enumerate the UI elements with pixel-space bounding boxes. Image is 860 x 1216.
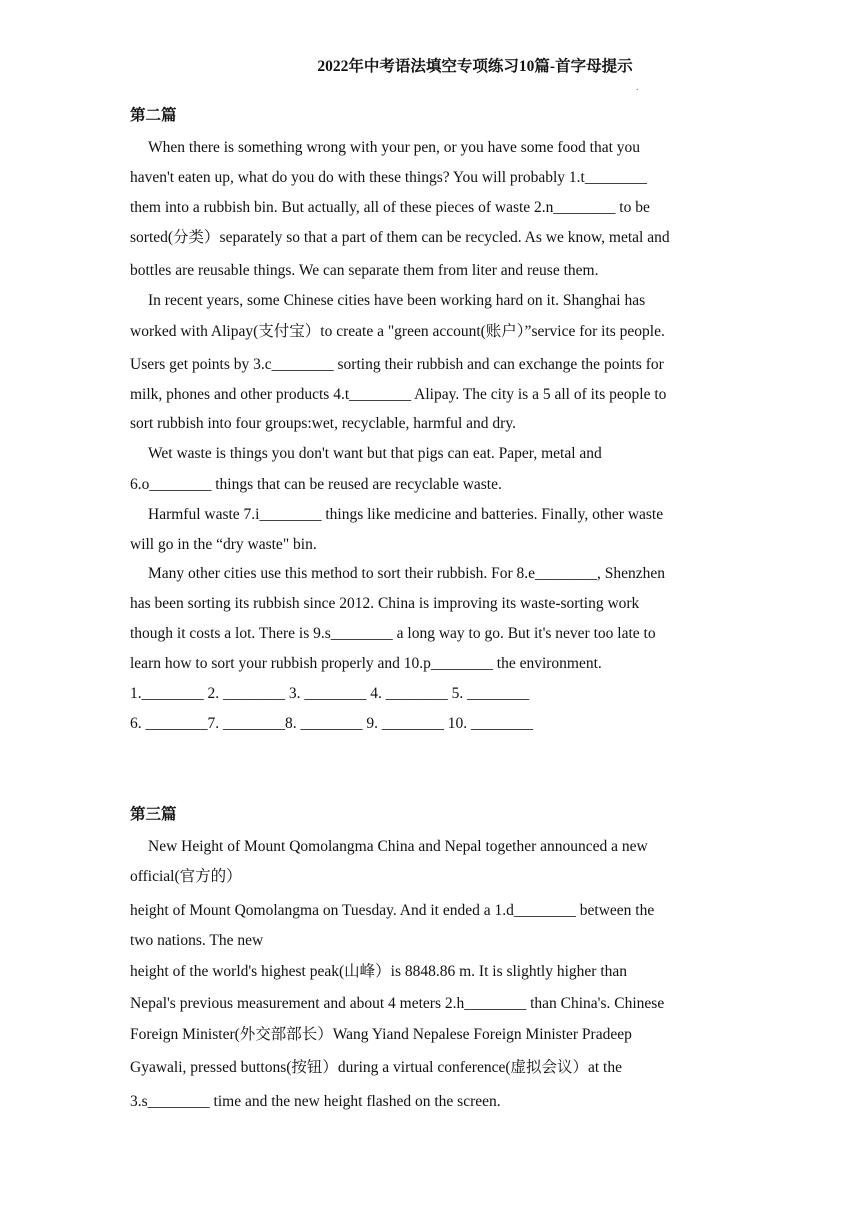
- header-dot: .: [636, 82, 639, 93]
- paragraph-line: Gyawali, pressed buttons(按钮）during a virtual conference(虚拟会议）at the: [130, 1059, 622, 1076]
- section-3-title: 第三篇: [130, 806, 177, 823]
- paragraph-line: sorted(分类）separately so that a part of them can be recycled. As we know, metal and: [130, 229, 670, 246]
- paragraph-line: worked with Alipay(支付宝）to create a "green account(账户）”service for its people.: [130, 323, 665, 340]
- section-2: [130, 101, 735, 131]
- paragraph-line: official(官方的）: [130, 868, 242, 885]
- paragraph-line: sort rubbish into four groups:wet, recyclable, harmful and dry.: [130, 415, 516, 432]
- paragraph-line: milk, phones and other products 4.t________ Alipay. The city is a 5 all of its people to: [130, 386, 667, 403]
- paragraph-line: 6.o________ things that can be reused are recyclable waste.: [130, 476, 502, 493]
- paragraph-line: bottles are reusable things. We can separate them from liter and reuse them.: [130, 262, 599, 279]
- paragraph-line: though it costs a lot. There is 9.s________ a long way to go. But it's never too late to: [130, 625, 656, 642]
- paragraph-line: 1.________ 2. ________ 3. ________ 4. ________ 5. ________: [130, 685, 530, 702]
- paragraph-line: height of Mount Qomolangma on Tuesday. And it ended a 1.d________ between the: [130, 902, 655, 919]
- paragraph-line: 6. ________7. ________8. ________ 9. ________ 10. ________: [130, 715, 533, 732]
- paragraph-line: Harmful waste 7.i________ things like medicine and batteries. Finally, other waste: [148, 506, 664, 523]
- paragraph-line: Foreign Minister(外交部部长）Wang Yiand Nepalese Foreign Minister Pradeep: [130, 1026, 632, 1043]
- paragraph-line: 3.s________ time and the new height flashed on the screen.: [130, 1093, 501, 1110]
- paragraph-line: has been sorting its rubbish since 2012. China is improving its waste-sorting work: [130, 595, 640, 612]
- paragraph-line: will go in the “dry waste" bin.: [130, 536, 317, 553]
- paragraph-line: Users get points by 3.c________ sorting their rubbish and can exchange the points for: [130, 356, 664, 373]
- paragraph-line: Wet waste is things you don't want but that pigs can eat. Paper, metal and: [148, 445, 602, 462]
- paragraph-line: haven't eaten up, what do you do with these things? You will probably 1.t________: [130, 169, 647, 186]
- paragraph-line: In recent years, some Chinese cities have been working hard on it. Shanghai has: [148, 292, 646, 309]
- paragraph-line: Nepal's previous measurement and about 4 meters 2.h________ than China's. Chinese: [130, 995, 665, 1012]
- document-header: 2022年中考语法填空专项练习10篇-首字母提示: [317, 58, 633, 75]
- paragraph-line: When there is something wrong with your pen, or you have some food that you: [148, 139, 641, 156]
- section-3: [130, 800, 735, 830]
- paragraph-line: two nations. The new: [130, 932, 264, 949]
- section-2-title: 第二篇: [130, 107, 177, 124]
- paragraph-line: Many other cities use this method to sort their rubbish. For 8.e________, Shenzhen: [148, 565, 666, 582]
- paragraph-line: height of the world's highest peak(山峰）is 8848.86 m. It is slightly higher than: [130, 963, 628, 980]
- paragraph-line: them into a rubbish bin. But actually, all of these pieces of waste 2.n________ to be: [130, 199, 650, 216]
- paragraph-line: New Height of Mount Qomolangma China and Nepal together announced a new: [148, 838, 648, 855]
- paragraph-line: learn how to sort your rubbish properly and 10.p________ the environment.: [130, 655, 602, 672]
